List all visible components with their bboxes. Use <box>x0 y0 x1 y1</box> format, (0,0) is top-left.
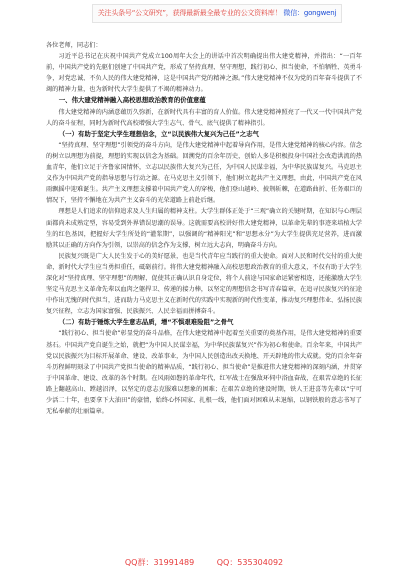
salutation: 各位老师，同志们： <box>46 42 102 49</box>
footer-qq-group: QQ群：31991489 <box>124 558 195 567</box>
section-heading-1: 一、伟大建党精神融入高校思想政治教育的价值意蕴 <box>58 96 206 105</box>
subsection-heading-1: （一）有助于坚定大学生理想信念，立“以民族伟大复兴为己任”之志气 <box>58 129 259 138</box>
banner-promo-text: 关注头条号“公文研究”，获得最新最全最专业的公文资料库！ <box>97 9 282 17</box>
paragraph-5: 民族复兴既是广大人民生发于心的美好愿景，也是当代青年应当践行的重大使命。面对人民和时代交付的重大使命，新时代大学生应当勇担重任，砥砺前行。将伟大建党精神融入高校思想政治教育的重大意义，不仅有助于大学生深化对“坚持真理、坚守理想”的理解，促使其正确认识自身定位，将个人前途与国家命运紧密相连，还能激励大学生坚定马克思主义革命先辈以血肉之躯捍卫、传递的接力棒，以坚定的理想信念书写青春篇章，在追寻民族复兴的征途中作出无愧的时代担当，进而助力马克思主义在新时代的实践中实现新的时代性变革，推动复兴理想伟业、弘扬民族复兴征程，立志为国家富强、民族振兴、人民幸福而拼搏奋斗。 <box>46 252 362 316</box>
footer-contact <box>0 553 408 573</box>
paragraph-2: 伟大建党精神的内涵意蕴历久弥新，在新时代具有丰富的育人价值。伟大建党精神照亮了一代又一代中国共产党人的奋斗征程，同时为新时代高校增强大学生志气、骨气、底气提供了精神指引。 <box>46 108 362 127</box>
document-body <box>46 40 362 417</box>
subsection-heading-2: （二）有助于锤炼大学生意志品质，增“不惧艰难险阻”之骨气 <box>58 318 234 327</box>
banner-wechat-id: 微信：gongwenj <box>283 9 337 17</box>
paragraph-1: 习近平总书记在庆祝中国共产党成立100周年大会上的讲话中首次明确提出伟大建党精神，并指出：“一百年前，中国共产党的先驱们创建了中国共产党，形成了坚持真理、坚守理想，践行初心、担当使命，不怕牺牲、英勇斗争，对党忠诚、不负人民的伟大建党精神，这是中国共产党的精神之源。”伟大建党精神不仅为党的百年奋斗提供了不竭的精神力量，也为新时代大学生提供了不竭的精神动力。 <box>46 53 362 94</box>
top-banner <box>92 4 342 23</box>
paragraph-4: 理想是人们追求的信仰追求及人生归属的精神支柱。大学生群体正处于“三观”确立的关键时期，在知识与心理层面都尚未成熟定型，容易受到外界错误思潮的误导。这就需要高校讲好伟大建党精神，以革命先辈的事迹来培植大学生的红色基因，把握好大学生所处的“灌浆期”，以强调的“精神阳光”和“思想永分”为大学生提供充足营养，进而激励其以正确的方向作为引领，以崇高的信念作为支撑，树立远大志向，明确奋斗方向。 <box>46 208 362 249</box>
paragraph-3: “坚持真理、坚守理想”引领党的奋斗方向，是伟大建党精神中起着导向作用，是伟大建党精神的核心内容。信念的树立以理想为前提，理想的实现以信念为基础。回溯党的百余年历史，创始人多是积极投身中国社会改造洪流的热血青年，他们立足于齐鲁家国情怀，立志以民族伟大复兴为己任，为中国人民谋幸福，为中华民族谋复兴。马克思主义作为中国共产党的指导思想与行动之源。在马克思主义引领下，他们树立起共产主义理想，由此，中国共产党在风雨飘摇中迎难诞生。共产主义理想支撑着中国共产党人的穿梭，他们登山越岭、披荆斩棘，在道路曲折、任务艰巨的情况下，坚持不懈地在为共产主义奋斗的光荣道路上前赴后继。 <box>46 141 362 205</box>
paragraph-6: “践行初心、担当使命”彰显党的奋斗品格，在伟大建党精神中起着至关重要的奠基作用，是伟大建党精神的重要基石。中国共产党自诞生之始，就把“为中国人民谋幸福，为中华民族谋复兴”作为初心和使命。百余年来，中国共产党以民族振兴为目标开展革命、建设、改革事业，为中国人民创造出改天换地、开天辟地的伟大成就。党的百余年奋斗历程鲜明刻录了中国共产党担当使命的精神品质，“践行初心、担当使命”是推进伟大建党精神的深刻内涵，并贯穿于中国革命、建设、改革的各个时期。在风雨如磐的革命年代，红军战士在强敌环伺中浴血奋战，在艰苦卓绝的长征路上翻越高山、蹚越沼泽，以坚定的意志克服难以想象的困难；在艰苦卓绝的建设时期，铁人王进喜等先辈以“宁可少活二十年，也要拿下大油田”的豪情，始终心怀国家、扎根一线，他们面对困难从未退缩，以钢铁般的意志书写了无私奉献的壮丽篇章。 <box>46 330 362 416</box>
footer-qq-number: QQ：535304092 <box>216 558 284 567</box>
